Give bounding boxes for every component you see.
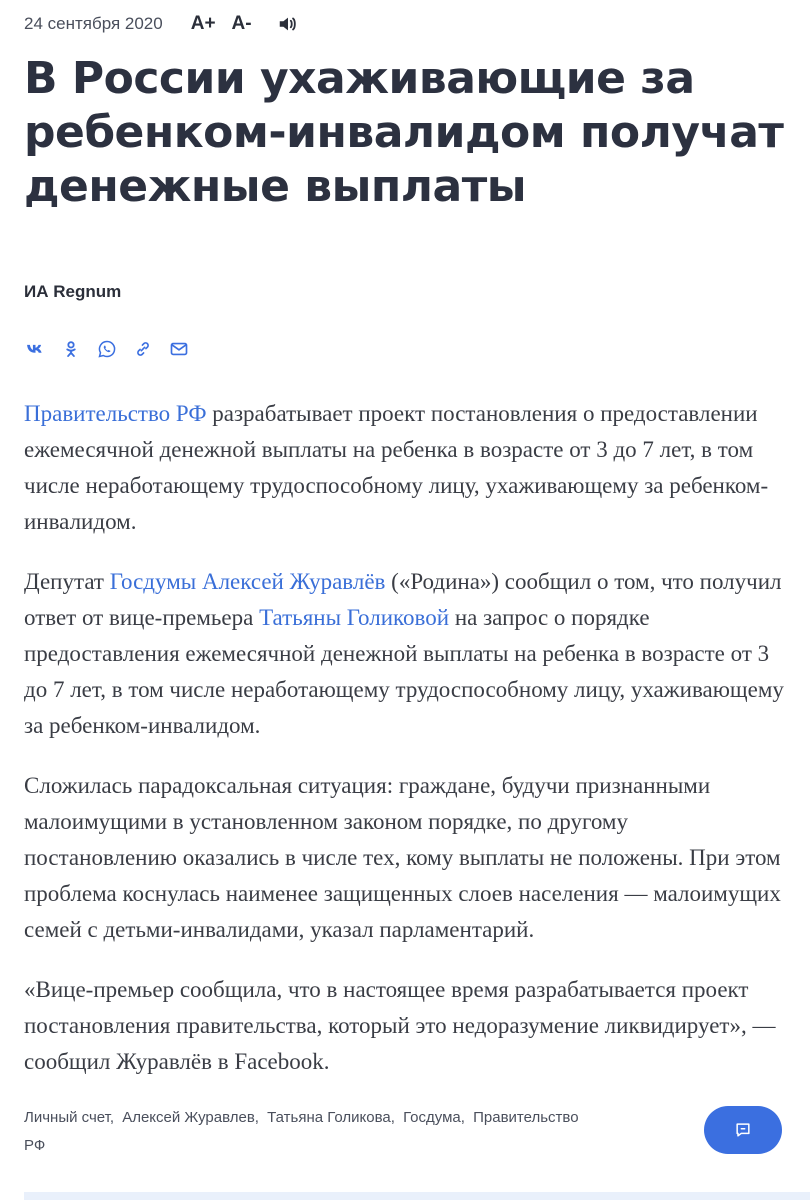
link-government-rf[interactable]: Правительство РФ: [24, 401, 207, 426]
tag-item[interactable]: Татьяна Голикова,: [267, 1109, 395, 1126]
article-paragraph-1: [24, 396, 786, 540]
article-meta: [24, 12, 300, 36]
tag-item[interactable]: Госдума,: [403, 1109, 465, 1126]
paragraph-text: («Родина») сообщил о том, что получил ответ от вице-премьера: [24, 569, 782, 630]
mail-icon[interactable]: [168, 338, 190, 360]
paragraph-text: разрабатывает проект постановления о предоставлении ежемесячной денежной выплаты на ребенка в возрасте от 3 до 7 лет, в том числе неработающему трудоспособному лицу, ухаживающему за ребенком-инвалидом.: [24, 401, 769, 534]
link-icon[interactable]: [132, 338, 154, 360]
tag-list: [24, 1104, 584, 1160]
speaker-icon[interactable]: [276, 12, 300, 36]
whatsapp-icon[interactable]: [96, 338, 118, 360]
link-gosduma[interactable]: Госдумы: [109, 569, 197, 594]
tag-item[interactable]: Личный счет,: [24, 1109, 115, 1126]
font-decrease-button[interactable]: A-: [231, 13, 252, 34]
paragraph-text: Депутат: [24, 569, 110, 594]
article-source: ИА Regnum: [24, 282, 122, 301]
chat-button[interactable]: [704, 1106, 782, 1154]
publish-date: 24 сентября 2020: [24, 14, 163, 33]
article-paragraph-4: «Вице-премьер сообщила, что в настоящее время разрабатывается проект постановления правительства, который это недоразумение ликвидирует», — сообщил Журавлёв в Facebook.: [24, 977, 776, 1074]
share-bar: [24, 338, 204, 360]
article-title: В России ухаживающие за ребенком-инвалидом получат денежные выплаты: [24, 53, 784, 212]
paragraph-text: на запрос о порядке предоставления ежемесячной денежной выплаты на ребенка в возрасте от 3 до 7 лет, в том числе неработающему трудоспособному лицу, ухаживающему за ребенком-инвалидом.: [24, 605, 784, 738]
tag-item[interactable]: Правительство РФ: [24, 1109, 579, 1154]
article-paragraph-2: [24, 564, 786, 744]
tag-item[interactable]: Алексей Журавлев,: [122, 1109, 259, 1126]
chat-icon: [733, 1120, 753, 1140]
odnoklassniki-icon[interactable]: [60, 338, 82, 360]
footer-strip: [24, 1192, 810, 1200]
link-aleksey-zhuravlev[interactable]: Алексей Журавлёв: [201, 569, 386, 594]
article-paragraph-3: Сложилась парадоксальная ситуация: граждане, будучи признанными малоимущими в установленном законом порядке, по другому постановлению оказались в числе тех, кому выплаты не положены. При этом проблема коснулась наименее защищенных слоев населения — малоимущих семей с детьми-инвалидами, указал парламентарий.: [24, 773, 781, 942]
font-increase-button[interactable]: A+: [190, 13, 216, 34]
link-tatyana-golikova[interactable]: Татьяны Голиковой: [259, 605, 450, 630]
vk-icon[interactable]: [24, 338, 46, 360]
